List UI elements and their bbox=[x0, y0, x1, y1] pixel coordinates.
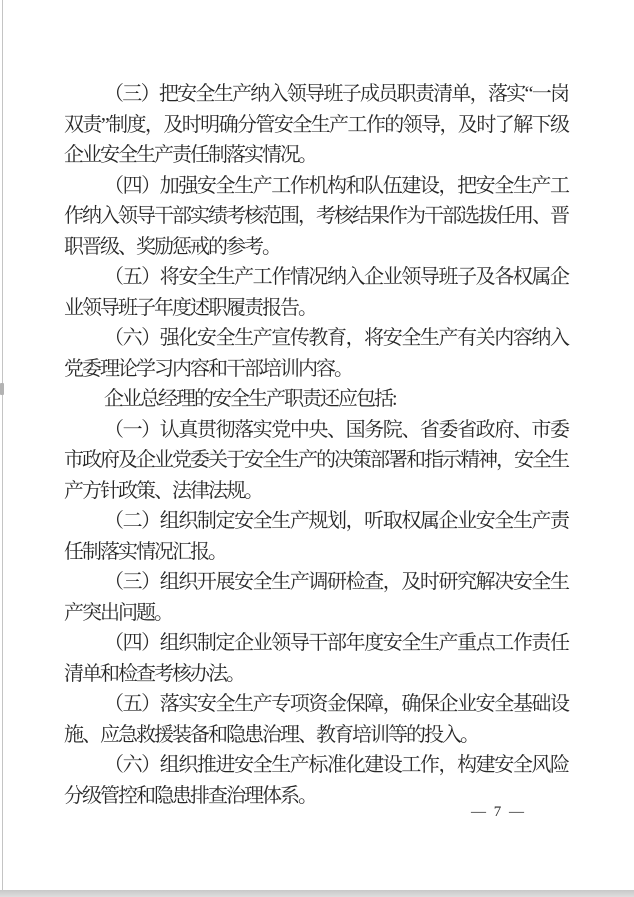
scan-artifact-smudge bbox=[0, 383, 4, 395]
section-heading-general-manager-duties: 企业总经理的安全生产职责还应包括: bbox=[104, 388, 396, 410]
paragraph-3-deputy-duty: （三）把安全生产纳入领导班子成员职责清单，落实“一岗双责”制度，及时明确分管安全生产工作的领导，及时了解下级企业安全生产责任制落实情况。 bbox=[64, 83, 568, 166]
scan-left-edge-line bbox=[2, 0, 3, 890]
paragraph-4-org-building: （四）加强安全生产工作机构和队伍建设，把安全生产工作纳入领导干部实绩考核范围，考核结果作为干部选拔任用、晋职晋级、奖励惩戒的参考。 bbox=[64, 174, 568, 258]
paragraph-1-implement-policies: （一）认真贯彻落实党中央、国务院、省委省政府、市委市政府及企业党委关于安全生产的决策部署和指示精神，安全生产方针政策、法律法规。 bbox=[64, 418, 568, 502]
document-text-block bbox=[64, 79, 568, 811]
paragraph-4-responsibility-list: （四）组织制定企业领导干部年度安全生产重点工作责任清单和检查考核办法。 bbox=[64, 632, 568, 685]
page-number: — 7 — bbox=[471, 804, 526, 820]
scan-bottom-edge bbox=[0, 890, 634, 897]
paragraph-5-special-funds: （五）落实安全生产专项资金保障，确保企业安全基础设施、应急救援装备和隐患治理、教育培训等的投入。 bbox=[64, 693, 568, 746]
paragraph-6-standardization: （六）组织推进安全生产标准化建设工作，构建安全风险分级管控和隐患排查治理体系。 bbox=[64, 754, 568, 807]
paragraph-5-annual-report: （五）将安全生产工作情况纳入企业领导班子及各权属企业领导班子年度述职履责报告。 bbox=[64, 266, 568, 319]
paragraph-6-publicity-education: （六）强化安全生产宣传教育，将安全生产有关内容纳入党委理论学习内容和干部培训内容。 bbox=[64, 327, 568, 380]
paragraph-3-research-inspection: （三）组织开展安全生产调研检查，及时研究解决安全生产突出问题。 bbox=[64, 571, 568, 624]
paragraph-2-safety-planning: （二）组织制定安全生产规划，听取权属企业安全生产责任制落实情况汇报。 bbox=[64, 510, 568, 563]
